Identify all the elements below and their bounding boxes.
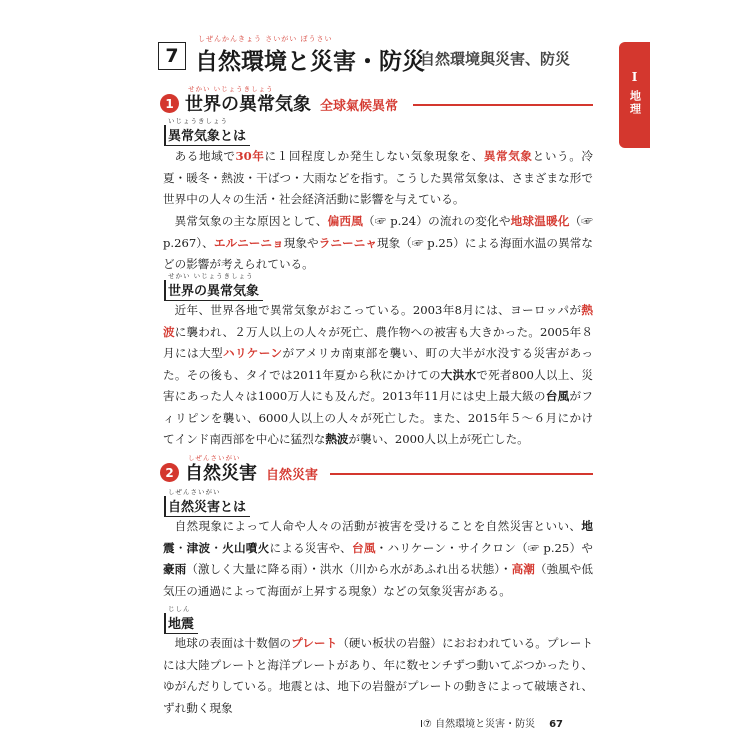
chapter-title: 自然環境と災害・防災 — [195, 49, 425, 75]
section-subtitle: 全球氣候異常 — [320, 99, 399, 114]
subheading-ruby: せかい いじょうきしょう — [168, 272, 254, 280]
section-number-badge: 1 — [160, 94, 179, 113]
paragraph: 近年、世界各地で異常気象がおこっている。2003年8月には、ヨーロッパが熱波に襲われ、２万人以上の人々が死亡、農作物への被害も大きかった。2005年８月には大型ハリケーンがアメリカ南東部を襲い、町の大半が水没する災害があった。その後も、タイでは2011年夏から秋にかけての大洪水で死者800人以上、災害にあった人々は1000万人にも及んだ。2013年11月には史上最大級の台風がフィリピンを襲い、6000人以上の人々が死亡した。また、2015年５～６月にかけてインド南西部を中心に猛烈な熱波が襲い、2000人以上が死亡した。 — [163, 303, 593, 446]
chapter-number: 7 — [158, 42, 186, 70]
paragraph: 異常気象の主な原因として、偏西風（☞ p.24）の流れの変化や地球温暖化（☞ p.267）、エルニーニョ現象やラニーニャ現象（☞ p.25）による海面水温の異常などの影響が考えられている。 — [163, 214, 593, 271]
section-number-badge: 2 — [160, 463, 179, 482]
paragraph: 地球の表面は十数個のプレート（硬い板状の岩盤）におおわれている。プレートには大陸プレートと海洋プレートがあり、年に数センチずつ動いてぶつかったり、ゆがんだりしている。地震とは、地下の岩盤がプレートの動きによって破壊され、ずれ動く現象 — [163, 636, 593, 715]
page-number: 67 — [549, 719, 564, 730]
section-heading-2 — [158, 455, 593, 487]
section-title: 世界の異常気象 — [185, 94, 311, 115]
subheading-title: 世界の異常気象 — [164, 280, 263, 301]
section-title: 自然災害 — [185, 463, 257, 484]
section-rule — [330, 473, 593, 475]
chapter-subtitle: 自然環境與災害、防災 — [420, 50, 571, 68]
subheading-title: 自然災害とは — [164, 496, 250, 517]
side-tab-label: 地理 — [628, 90, 642, 116]
subheading-title: 地震 — [164, 613, 198, 634]
section-subtitle: 自然災害 — [266, 468, 319, 483]
section-title-ruby: せかい いじょうきしょう — [188, 85, 274, 93]
paragraph: 自然現象によって人命や人々の活動が被害を受けることを自然災害といい、地震・津波・火山噴火による災害や、台風・ハリケーン・サイクロン（☞ p.25）や豪雨（激しく大量に降る雨）・洪水（川から水があふれ出る状態）・高潮（強風や低気圧の通過によって海面が上昇する現象）などの気象災害がある。 — [163, 519, 593, 598]
section-heading-1 — [158, 86, 593, 118]
subheading-ruby: しぜんさいがい — [168, 488, 221, 496]
chapter-side-tab[interactable] — [619, 42, 650, 148]
paragraph: ある地域で30年に１回程度しか発生しない気象現象を、異常気象という。冷夏・暖冬・熱波・干ばつ・大雨などを指す。こうした異常気象は、さまざまな形で世界中の人々の生活・社会経済活動に影響を与えている。 — [163, 149, 593, 206]
chapter-header — [158, 34, 598, 78]
subheading-title: 異常気象とは — [164, 125, 250, 146]
chapter-title-ruby: しぜんかんきょう さいがい ぼうさい — [198, 35, 333, 43]
side-tab-roman: I — [631, 70, 638, 84]
subheading-ruby: いじょうきしょう — [168, 117, 228, 125]
subheading-ruby: じしん — [168, 605, 191, 613]
section-title-ruby: しぜんさいがい — [188, 454, 241, 462]
footer-chapter-label: Ⅰ⑦ 自然環境と災害・防災 — [420, 719, 536, 730]
section-rule — [413, 104, 593, 106]
page-footer — [420, 715, 563, 730]
